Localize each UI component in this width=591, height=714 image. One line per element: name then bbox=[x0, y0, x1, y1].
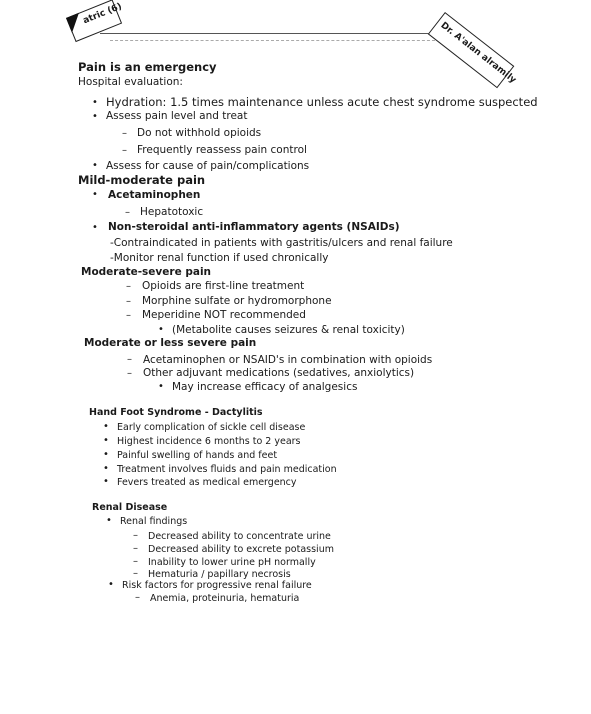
list-item: Meperidine NOT recommended bbox=[142, 309, 306, 321]
bullet-icon: • bbox=[103, 435, 109, 446]
chapter-tab-label: atric (6) bbox=[81, 1, 124, 27]
list-item: Assess pain level and treat bbox=[106, 110, 248, 122]
list-item: Fevers treated as medical emergency bbox=[117, 477, 297, 488]
list-item: Hematuria / papillary necrosis bbox=[148, 569, 291, 580]
list-item: Painful swelling of hands and feet bbox=[117, 450, 278, 461]
list-item: Hydration: 1.5 times maintenance unless acute chest syndrome suspected bbox=[106, 95, 538, 109]
list-item: -Monitor renal function if used chronically bbox=[110, 252, 329, 264]
list-item: (Metabolite causes seizures & renal toxicity) bbox=[172, 324, 405, 336]
bullet-icon: • bbox=[103, 463, 109, 474]
dash-icon: – bbox=[125, 207, 130, 218]
author-tab-label: Dr. A'alan alramily bbox=[438, 20, 518, 86]
bullet-icon: • bbox=[103, 476, 109, 487]
dash-icon: – bbox=[133, 543, 138, 554]
list-item: Anemia, proteinuria, hematuria bbox=[150, 593, 300, 604]
dash-icon: – bbox=[133, 530, 138, 541]
section-title-renal-disease: Renal Disease bbox=[92, 502, 168, 513]
list-item: Other adjuvant medications (sedatives, anxiolytics) bbox=[143, 367, 415, 379]
chapter-tab bbox=[66, 0, 122, 42]
list-item: Risk factors for progressive renal failure bbox=[122, 580, 312, 591]
list-item: Early complication of sickle cell disease bbox=[117, 422, 306, 433]
bullet-icon: • bbox=[103, 449, 109, 460]
list-item: -Contraindicated in patients with gastritis/ulcers and renal failure bbox=[110, 237, 453, 249]
section-title-moderate-severe: Moderate-severe pain bbox=[81, 266, 212, 278]
section-title-moderate-less-severe: Moderate or less severe pain bbox=[84, 337, 257, 349]
list-item: Opioids are first-line treatment bbox=[142, 280, 305, 292]
list-item: Highest incidence 6 months to 2 years bbox=[117, 436, 301, 447]
bullet-icon: • bbox=[108, 579, 114, 590]
list-item: Frequently reassess pain control bbox=[137, 144, 307, 156]
list-item: Hepatotoxic bbox=[140, 206, 204, 218]
list-item: Decreased ability to concentrate urine bbox=[148, 531, 331, 542]
dash-icon: – bbox=[127, 354, 132, 365]
section-subtitle: Hospital evaluation: bbox=[78, 76, 183, 88]
list-item: Do not withhold opioids bbox=[137, 127, 262, 139]
list-item: Decreased ability to excrete potassium bbox=[148, 544, 334, 555]
dash-icon: – bbox=[126, 310, 131, 321]
bullet-icon: • bbox=[158, 324, 164, 335]
dash-icon: – bbox=[126, 281, 131, 292]
dash-icon: – bbox=[122, 145, 127, 156]
bullet-icon: • bbox=[92, 111, 98, 122]
list-item: Renal findings bbox=[120, 516, 188, 527]
author-tab bbox=[428, 12, 518, 88]
section-title-mild-moderate: Mild-moderate pain bbox=[78, 173, 206, 187]
list-item: May increase efficacy of analgesics bbox=[172, 381, 358, 393]
bullet-icon: • bbox=[103, 421, 109, 432]
bullet-icon: • bbox=[158, 381, 164, 392]
list-item: Assess for cause of pain/complications bbox=[106, 160, 310, 172]
bullet-icon: • bbox=[92, 222, 98, 233]
list-item: Acetaminophen bbox=[108, 189, 201, 201]
list-item: Treatment involves fluids and pain medication bbox=[117, 464, 337, 475]
bullet-icon: • bbox=[92, 189, 98, 200]
header-dashed-rule bbox=[110, 40, 440, 41]
dash-icon: – bbox=[133, 556, 138, 567]
bullet-icon: • bbox=[92, 160, 98, 171]
list-item: Non-steroidal anti-inflammatory agents (NSAIDs) bbox=[108, 221, 400, 233]
list-item: Acetaminophen or NSAID's in combination with opioids bbox=[143, 354, 433, 366]
dash-icon: – bbox=[127, 368, 132, 379]
header-rule bbox=[100, 33, 440, 34]
list-item: Morphine sulfate or hydromorphone bbox=[142, 295, 332, 307]
dash-icon: – bbox=[135, 592, 140, 603]
dash-icon: – bbox=[126, 296, 131, 307]
dash-icon: – bbox=[133, 568, 138, 579]
section-title-hand-foot-syndrome: Hand Foot Syndrome - Dactylitis bbox=[89, 407, 263, 418]
dash-icon: – bbox=[122, 128, 127, 139]
bullet-icon: • bbox=[92, 97, 98, 108]
bullet-icon: • bbox=[106, 515, 112, 526]
list-item: Inability to lower urine pH normally bbox=[148, 557, 316, 568]
section-title-pain-emergency: Pain is an emergency bbox=[78, 60, 217, 74]
